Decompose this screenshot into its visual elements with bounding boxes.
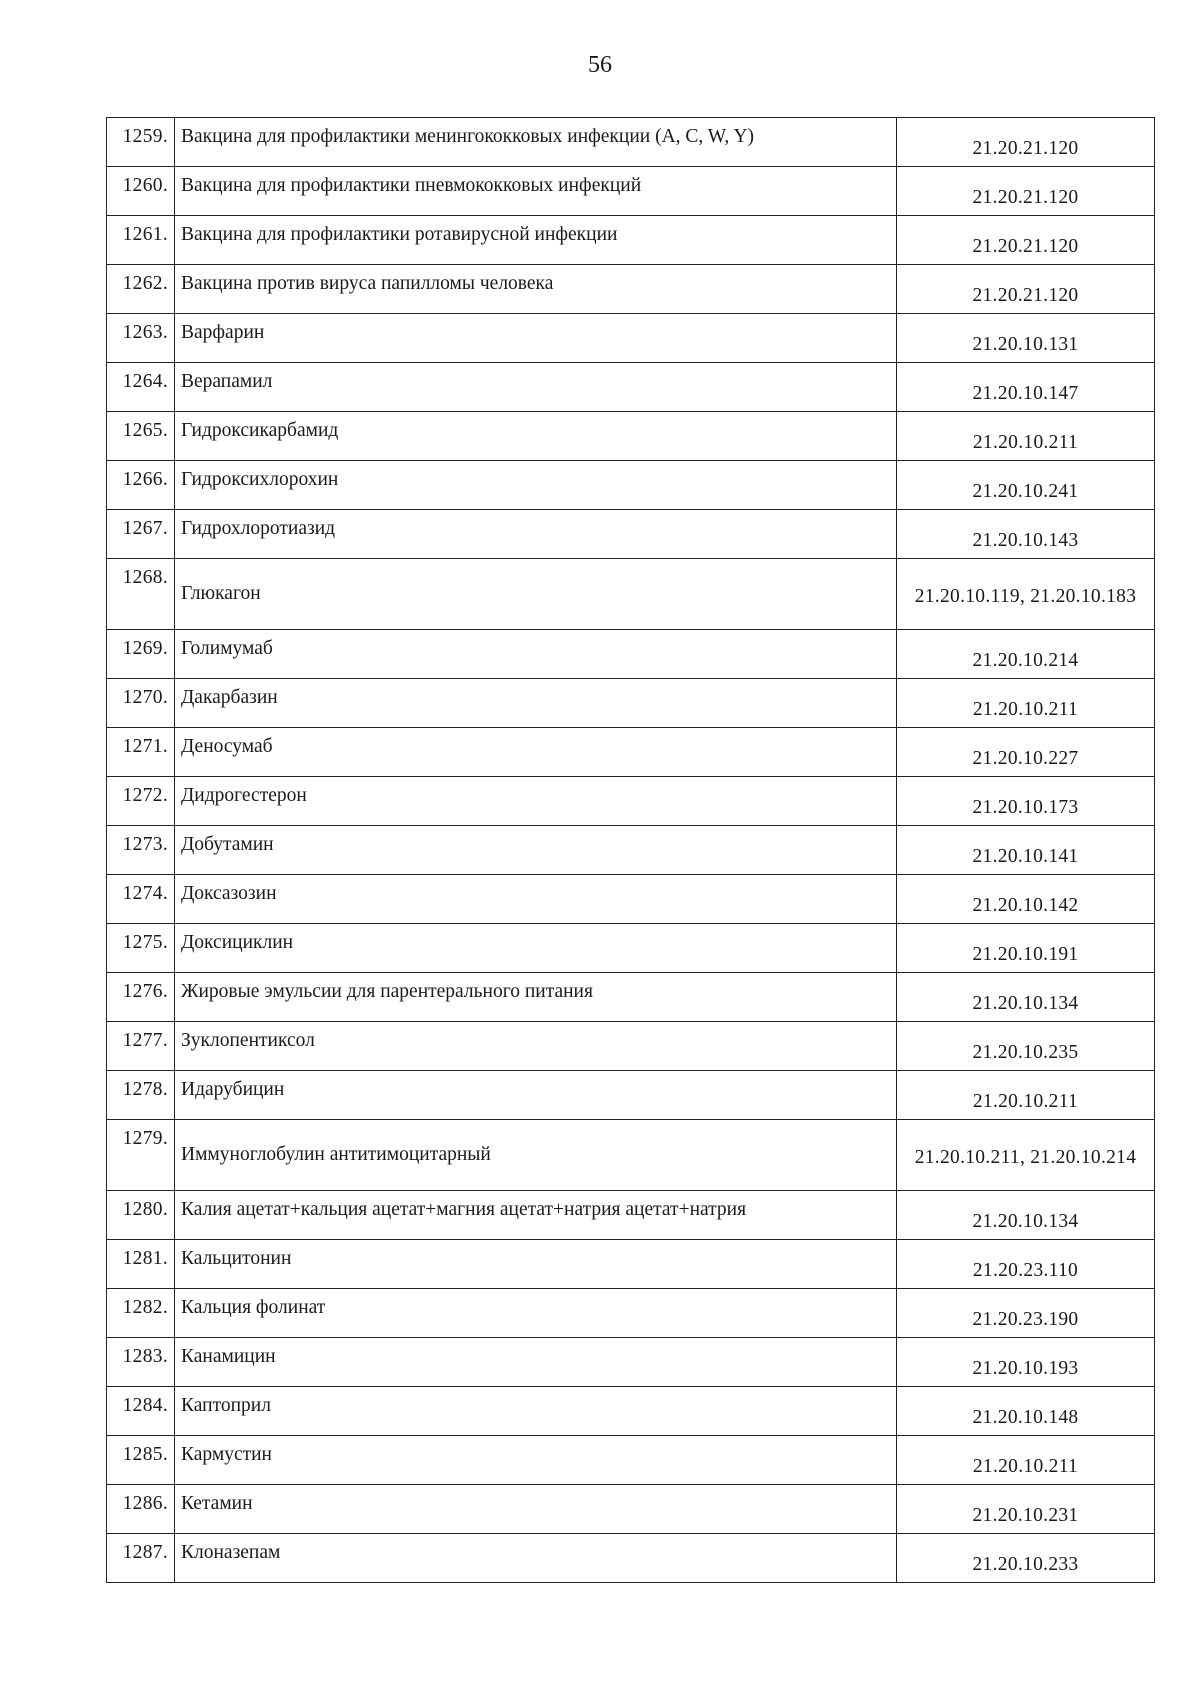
drug-name: Варфарин xyxy=(175,314,897,363)
okpd2-code: 21.20.21.120 xyxy=(897,216,1155,265)
table-row xyxy=(107,924,1155,973)
drug-name: Глюкагон xyxy=(175,559,897,630)
row-number: 1270. xyxy=(107,679,175,728)
drug-name: Калия ацетат+кальция ацетат+магния ацетат+натрия ацетат+натрия xyxy=(175,1191,897,1240)
drug-name: Вакцина против вируса папилломы человека xyxy=(175,265,897,314)
registry-table xyxy=(106,117,1155,1583)
page-number: 56 xyxy=(588,52,612,78)
table-row xyxy=(107,1436,1155,1485)
table-row xyxy=(107,314,1155,363)
okpd2-code: 21.20.21.120 xyxy=(897,167,1155,216)
okpd2-code: 21.20.10.191 xyxy=(897,924,1155,973)
row-number: 1284. xyxy=(107,1387,175,1436)
drug-name: Клоназепам xyxy=(175,1534,897,1583)
drug-name: Вакцина для профилактики ротавирусной инфекции xyxy=(175,216,897,265)
row-number: 1267. xyxy=(107,510,175,559)
drug-name: Зуклопентиксол xyxy=(175,1022,897,1071)
table-row xyxy=(107,679,1155,728)
row-number: 1271. xyxy=(107,728,175,777)
row-number: 1281. xyxy=(107,1240,175,1289)
drug-name: Кальция фолинат xyxy=(175,1289,897,1338)
table-row xyxy=(107,1387,1155,1436)
okpd2-code: 21.20.10.173 xyxy=(897,777,1155,826)
okpd2-code: 21.20.10.231 xyxy=(897,1485,1155,1534)
okpd2-code: 21.20.10.211, 21.20.10.214 xyxy=(897,1120,1155,1191)
okpd2-code: 21.20.10.134 xyxy=(897,1191,1155,1240)
drug-name: Вакцина для профилактики пневмококковых инфекций xyxy=(175,167,897,216)
okpd2-code: 21.20.23.110 xyxy=(897,1240,1155,1289)
table-row xyxy=(107,118,1155,167)
row-number: 1274. xyxy=(107,875,175,924)
row-number: 1278. xyxy=(107,1071,175,1120)
okpd2-code: 21.20.21.120 xyxy=(897,265,1155,314)
row-number: 1268. xyxy=(107,559,175,630)
table-row xyxy=(107,1240,1155,1289)
okpd2-code: 21.20.10.211 xyxy=(897,1436,1155,1485)
table-row xyxy=(107,461,1155,510)
drug-name: Деносумаб xyxy=(175,728,897,777)
table-row xyxy=(107,826,1155,875)
okpd2-code: 21.20.10.193 xyxy=(897,1338,1155,1387)
drug-name: Добутамин xyxy=(175,826,897,875)
row-number: 1275. xyxy=(107,924,175,973)
drug-name: Канамицин xyxy=(175,1338,897,1387)
table-row xyxy=(107,1485,1155,1534)
table-row xyxy=(107,973,1155,1022)
row-number: 1280. xyxy=(107,1191,175,1240)
okpd2-code: 21.20.10.143 xyxy=(897,510,1155,559)
table-row xyxy=(107,167,1155,216)
row-number: 1282. xyxy=(107,1289,175,1338)
drug-name: Вакцина для профилактики менингококковых инфекции (A, C, W, Y) xyxy=(175,118,897,167)
table-row xyxy=(107,728,1155,777)
drug-name: Доксазозин xyxy=(175,875,897,924)
drug-name: Идарубицин xyxy=(175,1071,897,1120)
row-number: 1279. xyxy=(107,1120,175,1191)
okpd2-code: 21.20.10.235 xyxy=(897,1022,1155,1071)
drug-name: Верапамил xyxy=(175,363,897,412)
okpd2-code: 21.20.10.148 xyxy=(897,1387,1155,1436)
row-number: 1286. xyxy=(107,1485,175,1534)
okpd2-code: 21.20.10.227 xyxy=(897,728,1155,777)
okpd2-code: 21.20.10.233 xyxy=(897,1534,1155,1583)
row-number: 1261. xyxy=(107,216,175,265)
drug-name: Кармустин xyxy=(175,1436,897,1485)
table-row xyxy=(107,777,1155,826)
okpd2-code: 21.20.10.141 xyxy=(897,826,1155,875)
drug-name: Гидрохлоротиазид xyxy=(175,510,897,559)
drug-name: Жировые эмульсии для парентерального питания xyxy=(175,973,897,1022)
table-row xyxy=(107,1071,1155,1120)
okpd2-code: 21.20.10.131 xyxy=(897,314,1155,363)
drug-name: Дакарбазин xyxy=(175,679,897,728)
drug-name: Гидроксикарбамид xyxy=(175,412,897,461)
row-number: 1259. xyxy=(107,118,175,167)
drug-name: Доксициклин xyxy=(175,924,897,973)
table-row xyxy=(107,630,1155,679)
row-number: 1269. xyxy=(107,630,175,679)
okpd2-code: 21.20.10.211 xyxy=(897,1071,1155,1120)
table-row xyxy=(107,559,1155,630)
row-number: 1276. xyxy=(107,973,175,1022)
drug-name: Каптоприл xyxy=(175,1387,897,1436)
row-number: 1264. xyxy=(107,363,175,412)
table-row xyxy=(107,1120,1155,1191)
row-number: 1263. xyxy=(107,314,175,363)
row-number: 1272. xyxy=(107,777,175,826)
okpd2-code: 21.20.10.211 xyxy=(897,679,1155,728)
row-number: 1262. xyxy=(107,265,175,314)
okpd2-code: 21.20.10.241 xyxy=(897,461,1155,510)
drug-name: Кетамин xyxy=(175,1485,897,1534)
okpd2-code: 21.20.10.147 xyxy=(897,363,1155,412)
okpd2-code: 21.20.10.119, 21.20.10.183 xyxy=(897,559,1155,630)
row-number: 1287. xyxy=(107,1534,175,1583)
drug-name: Гидроксихлорохин xyxy=(175,461,897,510)
table-row xyxy=(107,412,1155,461)
table-row xyxy=(107,1338,1155,1387)
table-row xyxy=(107,216,1155,265)
table-row xyxy=(107,1534,1155,1583)
okpd2-code: 21.20.10.214 xyxy=(897,630,1155,679)
table-row xyxy=(107,265,1155,314)
row-number: 1277. xyxy=(107,1022,175,1071)
drug-name: Кальцитонин xyxy=(175,1240,897,1289)
row-number: 1265. xyxy=(107,412,175,461)
table-row xyxy=(107,1191,1155,1240)
drug-name: Дидрогестерон xyxy=(175,777,897,826)
table-row xyxy=(107,1289,1155,1338)
okpd2-code: 21.20.10.142 xyxy=(897,875,1155,924)
table-row xyxy=(107,510,1155,559)
drug-name: Иммуноглобулин антитимоцитарный xyxy=(175,1120,897,1191)
okpd2-code: 21.20.10.134 xyxy=(897,973,1155,1022)
table-row xyxy=(107,1022,1155,1071)
okpd2-code: 21.20.23.190 xyxy=(897,1289,1155,1338)
row-number: 1283. xyxy=(107,1338,175,1387)
drug-name: Голимумаб xyxy=(175,630,897,679)
row-number: 1266. xyxy=(107,461,175,510)
row-number: 1273. xyxy=(107,826,175,875)
row-number: 1285. xyxy=(107,1436,175,1485)
okpd2-code: 21.20.10.211 xyxy=(897,412,1155,461)
table-row xyxy=(107,875,1155,924)
row-number: 1260. xyxy=(107,167,175,216)
okpd2-code: 21.20.21.120 xyxy=(897,118,1155,167)
registry-table-container xyxy=(106,117,1154,1583)
table-row xyxy=(107,363,1155,412)
